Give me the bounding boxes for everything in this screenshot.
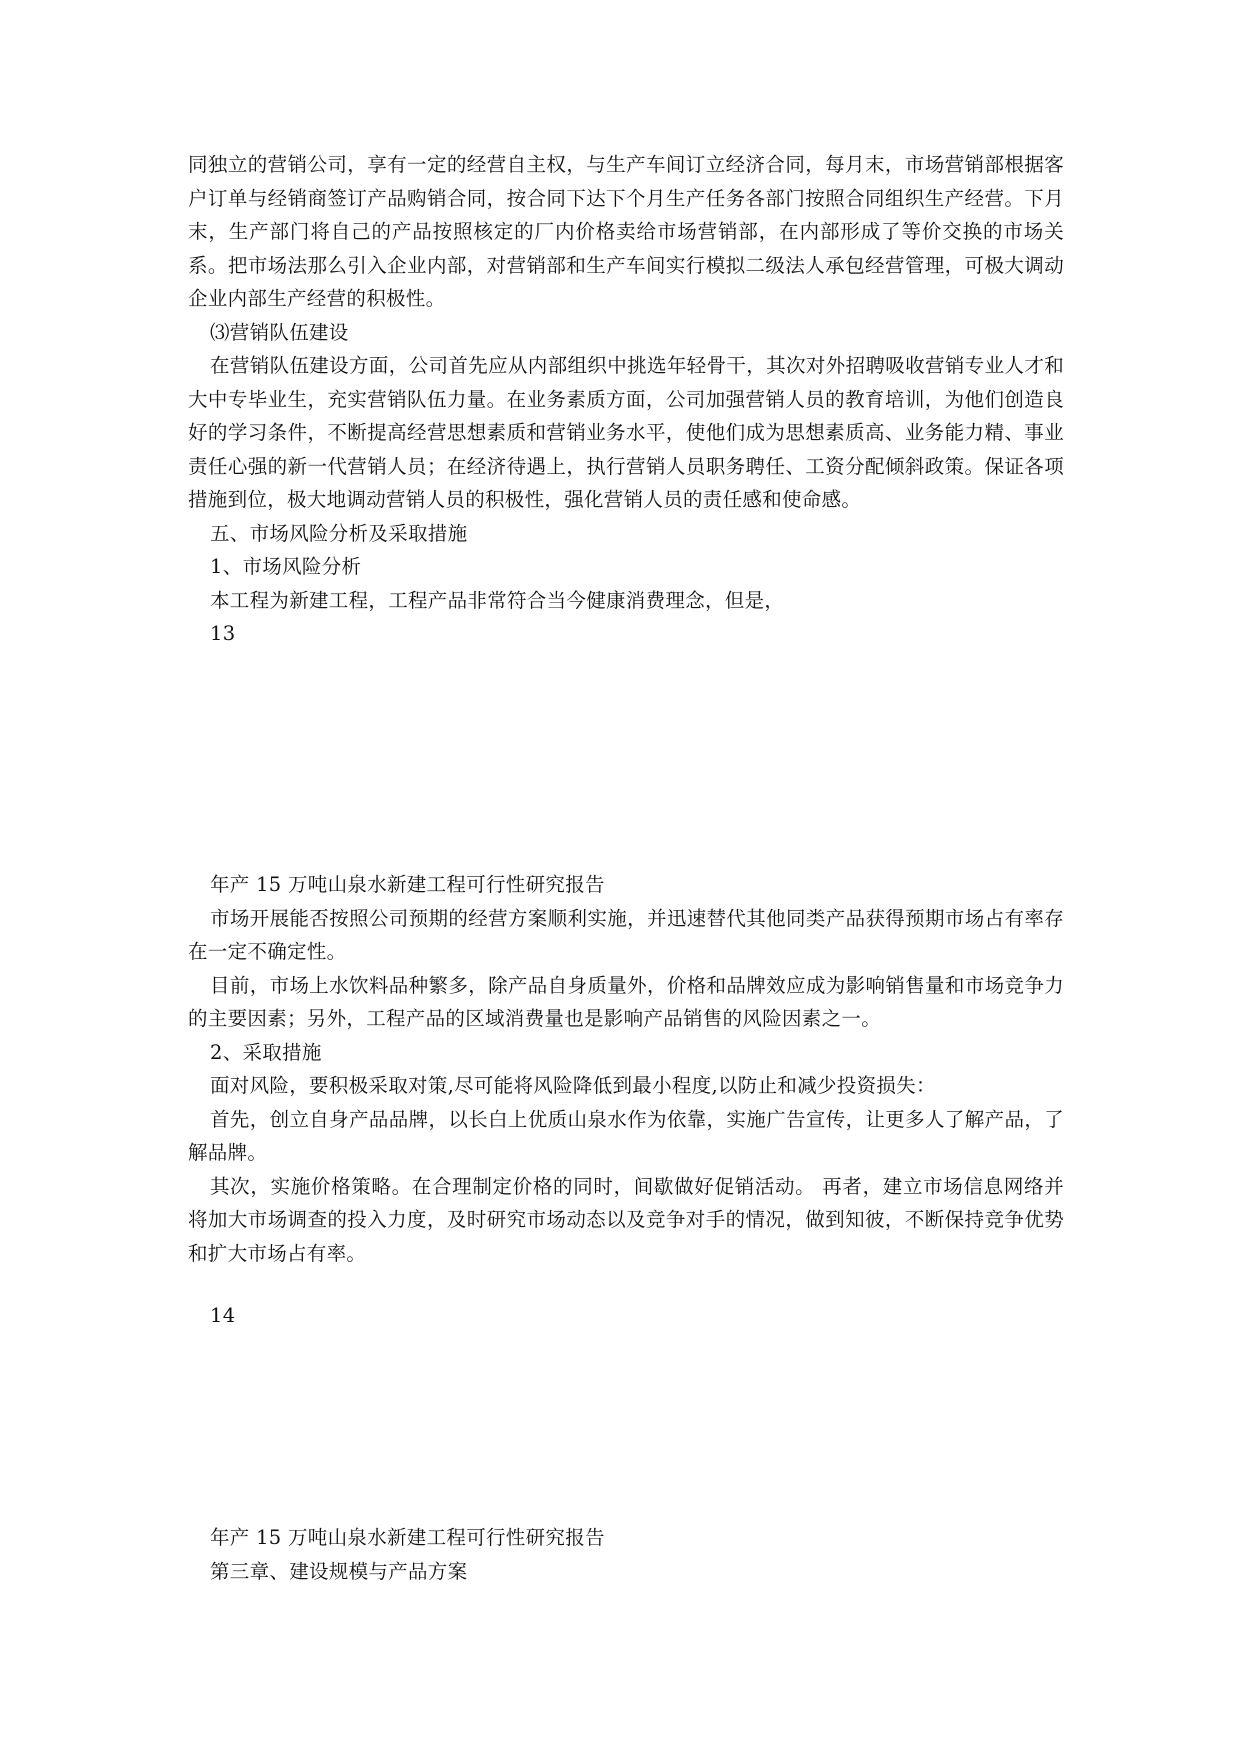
section-heading-market-risk: 五、市场风险分析及采取措施 [210,521,468,545]
paragraph-market-competition: 目前，市场上水饮料品种繁多，除产品自身质量外，价格和品牌效应成为影响销售量和市场竞争力的主要因素；另外，工程产品的区域消费量也是影响产品销售的风险因素之一。 [188,973,1064,1030]
paragraph-pricing: 其次，实施价格策略。在合理制定价格的同时，间歇做好促销活动。 再者，建立市场信息网络并将加大市场调查的投入力度，及时研究市场动态以及竞争对手的情况，做到知彼，不断保持竞争优势和扩大市场占有率。 [188,1174,1064,1265]
page-13-body [188,148,1064,651]
page-14-body [188,868,1064,1270]
paragraph-market-uncertainty: 市场开展能否按照公司预期的经营方案顺利实施，并迅速替代其他同类产品获得预期市场占有率存在一定不确定性。 [188,906,1064,963]
subheading-measures: 2、采取措施 [210,1040,322,1064]
paragraph-sales-team: 在营销队伍建设方面，公司首先应从内部组织中挑选年轻骨干，其次对外招聘吸收营销专业人才和大中专毕业生，充实营销队伍力量。在业务素质方面，公司加强营销人员的教育培训，为他们创造良好的学习条件，不断提高经营思想素质和营销业务水平，使他们成为思想素质高、业务能力精、事业责任心强的新一代营销人员；在经济待遇上，执行营销人员职务聘任、工资分配倾斜政策。保证各项措施到位，极大地调动营销人员的积极性，强化营销人员的责任感和使命感。 [188,354,1064,511]
subheading-risk-analysis: 1、市场风险分析 [210,555,362,578]
page-number-14: 14 [210,1304,236,1327]
paragraph-face-risk: 面对风险，要积极采取对策,尽可能将风险降低到最小程度,以防止和减少投资损失： [210,1074,936,1097]
chapter-title: 第三章、建设规模与产品方案 [210,1559,468,1583]
page-number-13: 13 [210,622,236,645]
running-header: 年产 15 万吨山泉水新建工程可行性研究报告 [210,873,605,896]
page-14-footer [188,1299,1064,1333]
section-heading-sales-team: ⑶营销队伍建设 [210,320,349,344]
running-header: 年产 15 万吨山泉水新建工程可行性研究报告 [210,1526,605,1549]
paragraph-project-intro: 本工程为新建工程，工程产品非常符合当今健康消费理念，但是， [210,588,785,612]
paragraph-brand: 首先，创立自身产品品牌，以长白上优质山泉水作为依靠，实施广告宣传，让更多人了解产品，了解品牌。 [188,1107,1064,1164]
page-15-body [188,1521,1064,1588]
paragraph-marketing-company: 同独立的营销公司，享有一定的经营自主权，与生产车间订立经济合同，每月末，市场营销部根据客户订单与经销商签订产品购销合同，按合同下达下个月生产任务各部门按照合同组织生产经营。下月末，生产部门将自己的产品按照核定的厂内价格卖给市场营销部，在内部形成了等价交换的市场关系。把市场法那么引入企业内部，对营销部和生产车间实行模拟二级法人承包经营管理，可极大调动企业内部生产经营的积极性。 [188,153,1064,310]
